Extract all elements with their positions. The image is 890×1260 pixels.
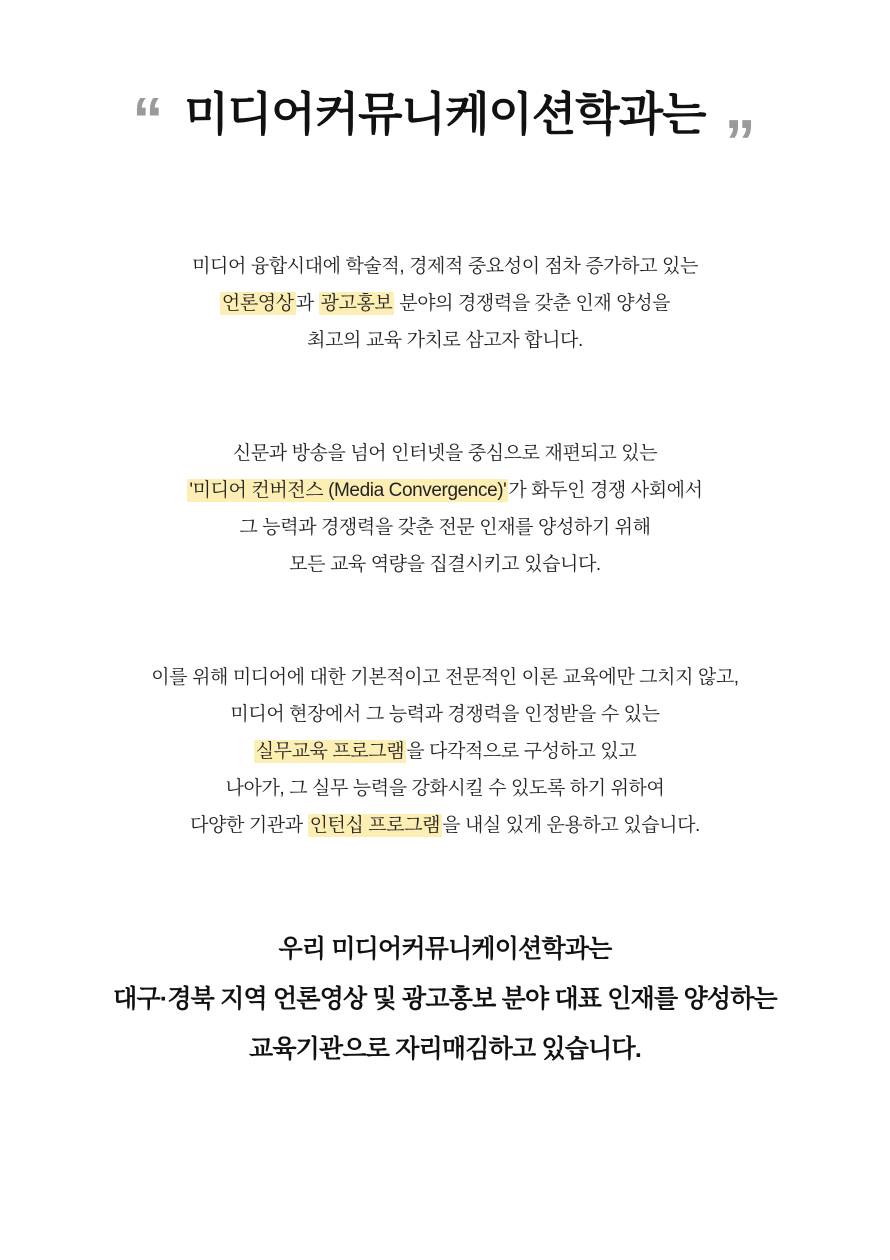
page-title: 미디어커뮤니케이션학과는 xyxy=(184,88,706,140)
paragraph-3 xyxy=(0,659,890,844)
quote-close-icon: ” xyxy=(724,108,756,177)
paragraph-line xyxy=(0,770,890,807)
paragraph-line xyxy=(0,472,890,509)
text-run: 이를 위해 미디어에 대한 기본적이고 전문적인 이론 교육에만 그치지 않고, xyxy=(151,666,739,688)
paragraph-line xyxy=(0,248,890,285)
text-run: 다양한 기관과 xyxy=(190,815,308,837)
closing-line: 교육기관으로 자리매김하고 있습니다. xyxy=(248,1035,642,1064)
paragraph-line xyxy=(0,509,890,546)
closing-line: 우리 미디어커뮤니케이션학과는 xyxy=(278,935,612,964)
paragraph-1 xyxy=(0,248,890,359)
page-title-inner xyxy=(132,86,756,177)
highlighted-term: '미디어 컨버전스 (Media Convergence)' xyxy=(189,479,507,501)
paragraph-line xyxy=(0,322,890,359)
text-run: 가 화두인 경쟁 사회에서 xyxy=(508,479,703,501)
paragraph-line xyxy=(0,696,890,733)
text-run: 최고의 교육 가치로 삼고자 합니다. xyxy=(307,329,583,351)
text-run: 을 다각적으로 구성하고 있고 xyxy=(406,740,637,762)
paragraph-line xyxy=(0,659,890,696)
closing-statement xyxy=(0,924,890,1074)
text-run: 미디어 융합시대에 학술적, 경제적 중요성이 점차 증가하고 있는 xyxy=(192,255,698,277)
text-run: 미디어 현장에서 그 능력과 경쟁력을 인정받을 수 있는 xyxy=(230,703,660,725)
paragraph-line xyxy=(0,435,890,472)
text-run: 과 xyxy=(295,292,319,314)
paragraph-line xyxy=(0,546,890,583)
highlighted-term: 인턴십 프로그램 xyxy=(309,815,441,837)
highlighted-term: 실무교육 프로그램 xyxy=(255,740,405,762)
page-title-block xyxy=(0,0,890,177)
intro-body xyxy=(0,248,890,845)
text-run: 분야의 경쟁력을 갖춘 인재 양성을 xyxy=(394,292,671,314)
paragraph-2 xyxy=(0,435,890,583)
text-run: 신문과 방송을 넘어 인터넷을 중심으로 재편되고 있는 xyxy=(232,442,658,464)
text-run: 그 능력과 경쟁력을 갖춘 전문 인재를 양성하기 위해 xyxy=(239,516,651,538)
quote-open-icon: “ xyxy=(132,86,164,155)
closing-line: 대구·경북 지역 언론영상 및 광고홍보 분야 대표 인재를 양성하는 xyxy=(113,985,777,1014)
paragraph-line xyxy=(0,285,890,322)
highlighted-term: 언론영상 xyxy=(221,292,294,314)
text-run: 나아가, 그 실무 능력을 강화시킬 수 있도록 하기 위하여 xyxy=(225,777,665,799)
paragraph-line xyxy=(0,733,890,770)
text-run: 을 내실 있게 운용하고 있습니다. xyxy=(442,815,700,837)
highlighted-term: 광고홍보 xyxy=(320,292,393,314)
text-run: 모든 교육 역량을 집결시키고 있습니다. xyxy=(289,553,601,575)
paragraph-line xyxy=(0,807,890,844)
